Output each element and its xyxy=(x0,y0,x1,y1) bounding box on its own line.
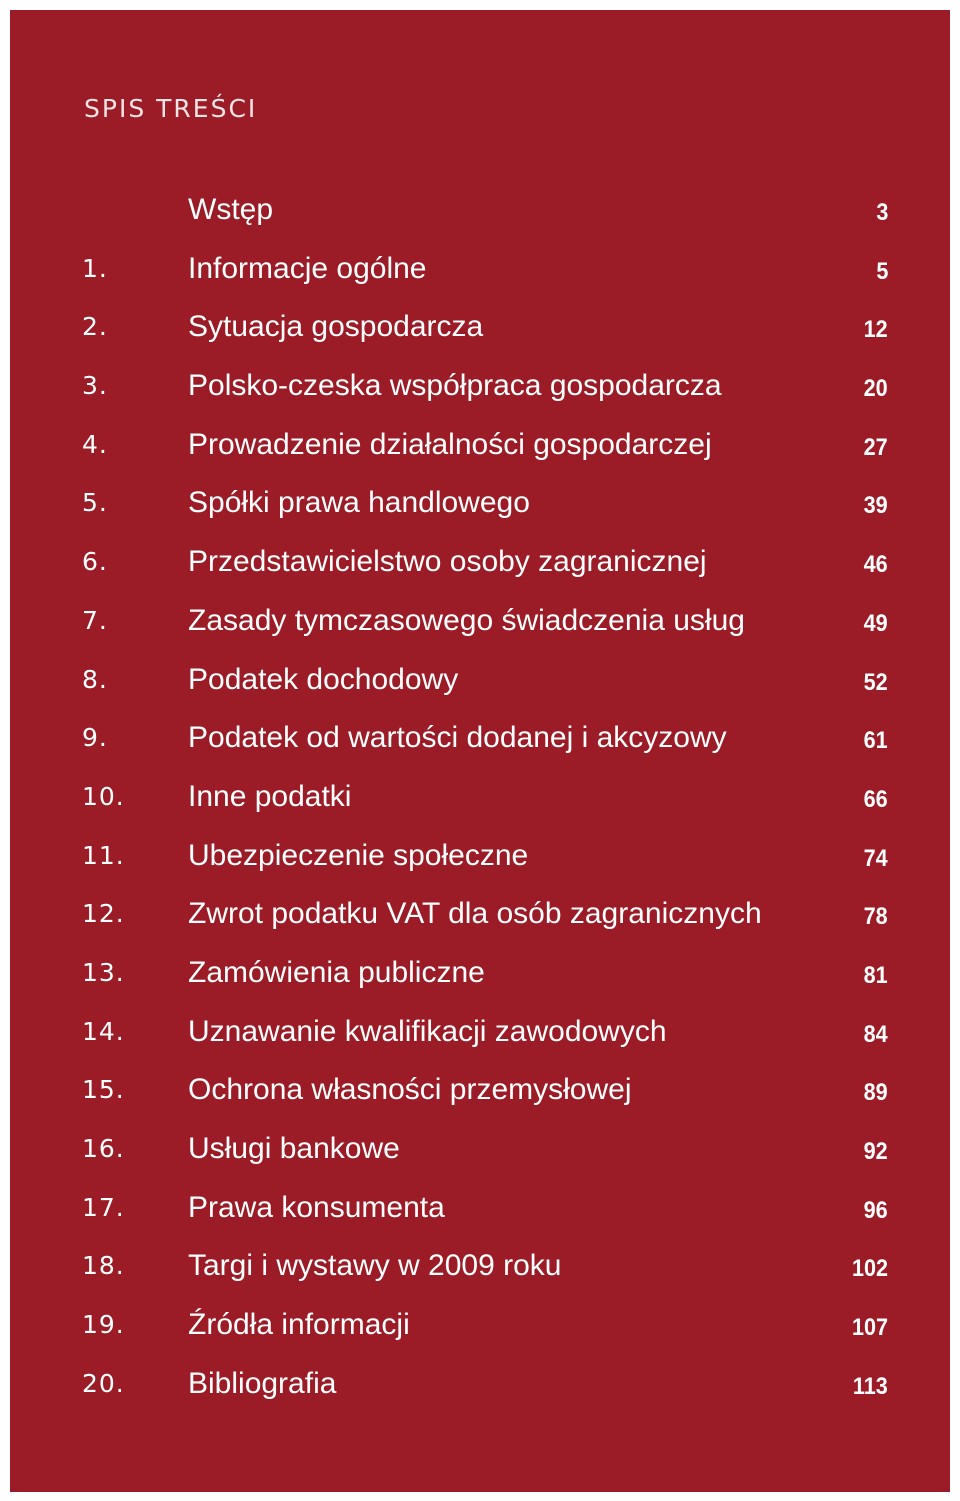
entry-page: 52 xyxy=(863,668,888,696)
entry-number: 19. xyxy=(82,1310,125,1340)
entry-page: 107 xyxy=(851,1314,888,1342)
entry-title: Prawa konsumenta xyxy=(188,1190,445,1224)
toc-entry-19[interactable] xyxy=(10,1297,950,1356)
entry-page: 5 xyxy=(875,257,888,285)
entry-title: Spółki prawa handlowego xyxy=(188,486,530,520)
page-title: SPIS TREŚCI xyxy=(84,93,258,123)
entry-page: 81 xyxy=(863,961,888,989)
entry-page: 78 xyxy=(863,903,888,931)
entry-page: 27 xyxy=(863,433,888,461)
toc-entry-13[interactable] xyxy=(10,945,950,1004)
entry-number: 13. xyxy=(82,957,125,987)
toc-entry-14[interactable] xyxy=(10,1004,950,1063)
entry-title: Polsko-czeska współpraca gospodarcza xyxy=(188,369,722,403)
entry-number: 16. xyxy=(82,1134,125,1163)
toc-entry-16[interactable] xyxy=(10,1121,950,1180)
entry-page: 66 xyxy=(863,785,888,813)
entry-number: 10. xyxy=(82,781,125,811)
toc-page xyxy=(10,10,950,1492)
entry-number: 7. xyxy=(82,605,108,635)
entry-number: 17. xyxy=(82,1192,125,1222)
entry-page: 113 xyxy=(853,1372,888,1400)
toc-entry-6[interactable] xyxy=(10,534,950,593)
entry-page: 89 xyxy=(863,1079,888,1107)
toc-entry-10[interactable] xyxy=(10,769,950,828)
entry-page: 61 xyxy=(863,727,888,755)
toc-entry-7[interactable] xyxy=(10,593,950,652)
entry-number: 5. xyxy=(82,488,108,518)
toc-entry-2[interactable] xyxy=(10,299,950,358)
entry-title: Ubezpieczenie społeczne xyxy=(188,838,529,872)
entry-title: Przedstawicielstwo osoby zagranicznej xyxy=(188,545,707,579)
toc-entry-12[interactable] xyxy=(10,886,950,945)
entry-page: 12 xyxy=(863,316,888,344)
entry-number: 11. xyxy=(82,840,125,870)
toc-entry-15[interactable] xyxy=(10,1062,950,1121)
entry-title: Zasady tymczasowego świadczenia usług xyxy=(188,603,745,637)
entry-page: 3 xyxy=(875,199,888,226)
entry-number: 3. xyxy=(82,371,108,401)
toc-entry-11[interactable] xyxy=(10,828,950,887)
entry-number: 12. xyxy=(82,899,125,929)
entry-page: 49 xyxy=(863,609,888,637)
entry-title: Wstęp xyxy=(188,193,274,226)
toc-entry-5[interactable] xyxy=(10,475,950,534)
entry-page: 102 xyxy=(851,1255,888,1283)
entry-number: 1. xyxy=(82,253,108,283)
entry-title: Źródła informacji xyxy=(188,1308,410,1342)
entry-title: Zamówienia publiczne xyxy=(188,955,485,989)
toc-entry-9[interactable] xyxy=(10,710,950,769)
entry-page: 92 xyxy=(863,1138,888,1165)
entry-page: 46 xyxy=(863,551,888,579)
entry-page: 74 xyxy=(863,844,888,872)
entry-number: 2. xyxy=(82,312,108,342)
entry-title: Informacje ogólne xyxy=(188,251,427,285)
toc-entry-3[interactable] xyxy=(10,358,950,417)
entry-number: 18. xyxy=(82,1251,125,1281)
entry-number: 15. xyxy=(82,1075,125,1105)
toc-entry-1[interactable] xyxy=(10,241,950,300)
entry-title: Bibliografia xyxy=(188,1366,337,1400)
entry-title: Prowadzenie działalności gospodarczej xyxy=(188,427,712,461)
entry-page: 39 xyxy=(863,492,888,520)
toc-entry-18[interactable] xyxy=(10,1238,950,1297)
entry-number: 4. xyxy=(82,429,108,459)
toc-entry-8[interactable] xyxy=(10,652,950,711)
entry-page: 20 xyxy=(863,375,888,403)
entry-title: Sytuacja gospodarcza xyxy=(188,310,484,344)
toc-entry-17[interactable] xyxy=(10,1180,950,1239)
toc-entry-20[interactable] xyxy=(10,1356,950,1415)
entry-number: 6. xyxy=(82,547,108,577)
entry-title: Inne podatki xyxy=(188,779,352,813)
entry-title: Targi i wystawy w 2009 roku xyxy=(188,1249,562,1283)
entry-title: Podatek dochodowy xyxy=(188,662,459,696)
entry-number: 20. xyxy=(82,1368,125,1398)
entry-page: 96 xyxy=(863,1196,888,1224)
entry-title: Podatek od wartości dodanej i akcyzowy xyxy=(188,721,727,755)
entry-title: Zwrot podatku VAT dla osób zagranicznych xyxy=(188,897,762,931)
entry-title: Uznawanie kwalifikacji zawodowych xyxy=(188,1014,667,1048)
entry-number: 9. xyxy=(82,723,108,753)
toc-list xyxy=(10,182,950,1414)
entry-number: 14. xyxy=(82,1016,125,1046)
entry-page: 84 xyxy=(863,1020,888,1048)
entry-title: Ochrona własności przemysłowej xyxy=(188,1073,632,1107)
toc-entry-4[interactable] xyxy=(10,417,950,476)
toc-entry-intro[interactable] xyxy=(10,182,950,241)
entry-number: 8. xyxy=(82,664,108,694)
entry-title: Usługi bankowe xyxy=(188,1132,400,1165)
